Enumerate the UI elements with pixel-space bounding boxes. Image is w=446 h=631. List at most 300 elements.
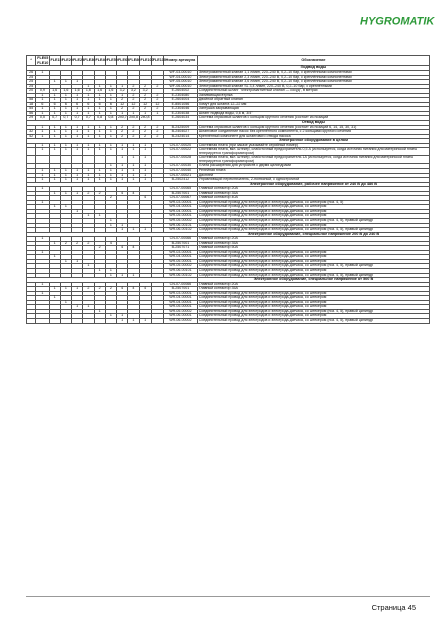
quantity-cell <box>105 319 116 324</box>
quantity-cell: 1 <box>83 173 94 178</box>
logo-wordmark: HYGROMATIK <box>360 15 435 28</box>
article-number-cell: WR-06-00002 <box>164 319 198 324</box>
quantity-cell: 1 <box>128 173 139 178</box>
column-header: Номер артикула <box>164 56 198 66</box>
quantity-cell: 4 <box>117 191 128 196</box>
position-cell: 25 <box>27 80 36 85</box>
quantity-cell: 0,9 <box>36 89 49 94</box>
quantity-cell: 1 <box>94 111 105 116</box>
quantity-cell: 1 <box>117 319 128 324</box>
quantity-cell: 1 <box>72 80 83 85</box>
quantity-cell: 2 <box>72 241 83 246</box>
quantity-cell: 1 <box>83 93 94 98</box>
quantity-cell: 1 <box>128 143 139 148</box>
column-header: * <box>27 56 36 66</box>
quantity-cell: 3,2 <box>128 89 139 94</box>
section-heading: Электронное оборудование в целом <box>197 139 429 144</box>
column-header: FLE25 <box>72 56 83 66</box>
quantity-cell: 1 <box>105 273 116 278</box>
position-cell: 18 <box>27 102 36 107</box>
quantity-cell: 3,2 <box>117 89 128 94</box>
quantity-cell: 4 <box>117 246 128 251</box>
article-number-cell: WR-05-00002 <box>164 309 198 314</box>
description-cell: Системная плата (при заказе указывайте серийный номер) <box>197 143 429 148</box>
quantity-cell: 1 <box>49 107 60 112</box>
quantity-cell: 1 <box>151 111 163 116</box>
quantity-cell: 6 <box>36 102 49 107</box>
quantity-cell: 1 <box>117 314 128 319</box>
article-number-cell: E-2304046 <box>164 107 198 112</box>
article-number-cell: B-2507001 <box>164 241 198 246</box>
quantity-cell: 4 <box>128 287 139 292</box>
description-cell: Главный контактор 20А <box>197 282 429 287</box>
quantity-cell: 1 <box>36 98 49 103</box>
quantity-cell: 1 <box>94 269 105 274</box>
column-header: Обозначение <box>197 56 429 66</box>
article-number-cell: B-2507001 <box>164 287 198 292</box>
quantity-cell: 1 <box>83 143 94 148</box>
quantity-cell: 1 <box>139 319 151 324</box>
quantity-cell: 2 <box>151 130 163 135</box>
quantity-cell: 1 <box>128 164 139 169</box>
quantity-cell: 1 <box>83 125 94 130</box>
position-cell <box>27 156 36 164</box>
quantity-cell: 2 <box>128 93 139 98</box>
quantity-cell: 1 <box>60 134 71 139</box>
quantity-cell: 2 <box>117 134 128 139</box>
quantity-cell <box>72 319 83 324</box>
quantity-cell: 1 <box>83 305 94 310</box>
description-cell: Соединительный провод для электродов и электрода-датчика, со штекером (поз. 4, 5), правый цилиндр <box>197 273 429 278</box>
quantity-cell: 2 <box>139 107 151 112</box>
quantity-cell: 1 <box>36 148 49 156</box>
quantity-cell: 1 <box>139 168 151 173</box>
column-header: FLE65 <box>117 56 128 66</box>
quantity-cell <box>151 319 163 324</box>
quantity-cell: 1 <box>49 111 60 116</box>
quantity-cell: 1 <box>36 237 49 242</box>
description-cell: Электромагнитный клапан SL 3,4 л/мин, 220–240 В, 0,2–10 бар, с креплёнными <box>197 84 429 89</box>
description-cell: Главный контактор 20А <box>197 237 429 242</box>
quantity-cell: 1,6 <box>49 89 60 94</box>
quantity-cell: 1 <box>72 259 83 264</box>
quantity-cell: 1 <box>83 111 94 116</box>
quantity-cell: 0,7 <box>72 116 83 121</box>
article-number-cell: WR-05-00001 <box>164 305 198 310</box>
quantity-cell: 1 <box>60 125 71 130</box>
quantity-cell: 1 <box>105 164 116 169</box>
description-cell: Система спусковых шлангов с кольцом круглого сечения (состоит из позиций <box>197 116 429 121</box>
quantity-cell: 1 <box>36 178 49 183</box>
position-cell: 20 <box>27 89 36 94</box>
quantity-cell: 1 <box>36 70 49 75</box>
quantity-cell: 1,6 <box>105 89 116 94</box>
description-cell: Главный контактор 50А <box>197 246 429 251</box>
quantity-cell: 1 <box>139 178 151 183</box>
quantity-cell: 1 <box>72 305 83 310</box>
quantity-cell: 1 <box>72 148 83 156</box>
article-number-cell: B-2507071 <box>164 246 198 251</box>
quantity-cell: 2 <box>151 107 163 112</box>
article-number-cell: WF-03-00010 <box>164 70 198 75</box>
column-header: FLE15 <box>49 56 60 66</box>
quantity-cell: 2 <box>139 134 151 139</box>
description-cell: Соединительный провод для электродов и электрода-датчика, со штекером <box>197 305 429 310</box>
article-number-cell: E-2304038 <box>164 111 198 116</box>
quantity-cell: 6 <box>72 102 83 107</box>
article-number-cell: WR-03-00001 <box>164 200 198 205</box>
article-number-cell: WF-06-00010 <box>164 84 198 89</box>
quantity-cell: 1 <box>105 134 116 139</box>
quantity-cell <box>151 148 163 156</box>
description-cell: Креплённый компонент для шлангового отвода насоса <box>197 134 429 139</box>
quantity-cell: 1 <box>128 156 139 164</box>
article-number-cell: WF-05-00010 <box>164 80 198 85</box>
quantity-cell: 2 <box>151 84 163 89</box>
quantity-cell: 1 <box>60 80 71 85</box>
quantity-cell <box>83 156 94 164</box>
article-number-cell: CN-07-00065 <box>164 187 198 192</box>
quantity-cell <box>49 156 60 164</box>
quantity-cell: 2 <box>128 134 139 139</box>
table-header-row <box>27 56 430 66</box>
quantity-cell: 2 <box>139 130 151 135</box>
quantity-cell: 2 <box>83 241 94 246</box>
quantity-cell: 1 <box>105 98 116 103</box>
quantity-cell: 1 <box>105 84 116 89</box>
quantity-cell: 1 <box>105 130 116 135</box>
quantity-cell <box>72 156 83 164</box>
quantity-cell: 1 <box>72 143 83 148</box>
description-cell: Дисплей <box>197 173 429 178</box>
article-number-cell: CN-07-00067 <box>164 196 198 201</box>
quantity-cell: 1 <box>72 125 83 130</box>
article-number-cell: WR-03-00001 <box>164 291 198 296</box>
quantity-cell: 1 <box>139 173 151 178</box>
quantity-cell: 1 <box>60 111 71 116</box>
quantity-cell: 2 <box>117 107 128 112</box>
section-heading: Электронное оборудование, специальное напряжение от 500 В <box>197 278 429 283</box>
section-heading: Подвод воды <box>197 66 429 71</box>
quantity-cell: 6 <box>94 102 105 107</box>
quantity-cell: 4 <box>117 287 128 292</box>
position-cell <box>27 319 36 324</box>
description-cell: Заливающая втулка <box>197 93 429 98</box>
description-cell: Электромагнитный клапан 2,3 л/мин, 220–240 В, 0,2–10 бар, с креплёнными компонентами <box>197 75 429 80</box>
quantity-cell: 4 <box>128 246 139 251</box>
article-number-cell: B-2425009 <box>164 125 198 130</box>
quantity-cell: 1 <box>60 143 71 148</box>
quantity-cell: 2 <box>151 93 163 98</box>
description-cell: Главный контактор 35А <box>197 191 429 196</box>
quantity-cell: 1 <box>49 178 60 183</box>
quantity-cell: 1 <box>94 148 105 156</box>
description-cell: Соединительный провод для электродов и электрода-датчика, со штекером <box>197 250 429 255</box>
quantity-cell: 1 <box>94 168 105 173</box>
quantity-cell: 1 <box>117 273 128 278</box>
quantity-cell: 1 <box>83 264 94 269</box>
article-number-cell: CN-07-00040 <box>164 168 198 173</box>
quantity-cell: 1 <box>36 143 49 148</box>
quantity-cell: 1 <box>105 223 116 228</box>
article-number-cell: WR-04-00001 <box>164 300 198 305</box>
quantity-cell: 1 <box>60 300 71 305</box>
quantity-cell: 1 <box>36 187 49 192</box>
quantity-cell: 1 <box>105 314 116 319</box>
quantity-cell: 1 <box>105 219 116 224</box>
description-cell: Соединительный провод для электродов и электрода-датчика, со штекером <box>197 209 429 214</box>
quantity-cell: 2 <box>117 125 128 130</box>
quantity-cell: 1 <box>83 107 94 112</box>
quantity-cell: 4 <box>139 287 151 292</box>
page-number: Страница 45 <box>371 603 416 612</box>
description-cell: Релейная плата <box>197 168 429 173</box>
quantity-cell: 1 <box>60 98 71 103</box>
quantity-cell: 1 <box>36 168 49 173</box>
quantity-cell: 2 <box>139 98 151 103</box>
description-cell: Управляющий переключатель, 2-полюсный, с однострочной <box>197 178 429 183</box>
quantity-cell: 0,7 <box>60 116 71 121</box>
quantity-cell: 1 <box>94 173 105 178</box>
quantity-cell: 6 <box>105 102 116 107</box>
quantity-cell: 1 <box>72 178 83 183</box>
quantity-cell: 1 <box>105 111 116 116</box>
quantity-cell: 4 <box>139 196 151 201</box>
quantity-cell: 1 <box>128 168 139 173</box>
quantity-cell: 12 <box>128 102 139 107</box>
quantity-cell: 0,8 <box>105 116 116 121</box>
description-cell: Хомут для шланга 12–22 мм <box>197 102 429 107</box>
quantity-cell: 1 <box>117 148 128 156</box>
article-number-cell: B-2424014 <box>164 134 198 139</box>
description-cell: Системная плата, вкл. штекер, слаботочный предохранитель 0,5 А (используется, когда источник питания для материнской платы генерируется трансформатором) <box>197 148 429 156</box>
description-cell: Система спусковых шлангов с кольцом круглого сечения (состоит из позиций 6, 14, 15, 30, 31) <box>197 125 429 130</box>
quantity-cell <box>83 319 94 324</box>
quantity-cell: 1 <box>117 223 128 228</box>
quantity-cell: 0,7 <box>49 116 60 121</box>
quantity-cell: 1 <box>105 269 116 274</box>
quantity-cell: 1 <box>36 111 49 116</box>
quantity-cell: 1 <box>49 173 60 178</box>
quantity-cell: 12 <box>151 102 163 107</box>
quantity-cell: 1 <box>72 209 83 214</box>
quantity-cell: 1 <box>105 148 116 156</box>
quantity-cell: 2 <box>128 130 139 135</box>
quantity-cell: 1 <box>105 125 116 130</box>
quantity-cell: 1 <box>49 255 60 260</box>
article-number-cell: E-2304080 <box>164 93 198 98</box>
quantity-cell: 1 <box>49 93 60 98</box>
article-number-cell: CN-07-00022 <box>164 148 198 156</box>
quantity-cell: 2 <box>83 287 94 292</box>
section-heading: Отвод воды <box>197 120 429 125</box>
quantity-cell: 1 <box>105 178 116 183</box>
article-number-cell: WR-05-00002 <box>164 264 198 269</box>
quantity-cell: 1 <box>105 93 116 98</box>
quantity-cell: 1 <box>128 111 139 116</box>
quantity-cell: 1 <box>49 125 60 130</box>
quantity-cell: 1 <box>117 143 128 148</box>
quantity-cell: 1 <box>94 134 105 139</box>
quantity-cell <box>49 319 60 324</box>
quantity-cell: 1 <box>36 173 49 178</box>
quantity-cell: 0,8 <box>94 116 105 121</box>
quantity-cell: 12 <box>139 102 151 107</box>
quantity-cell <box>36 156 49 164</box>
description-cell: Заглушка закрывающая <box>197 107 429 112</box>
article-number-cell: WR-06-00102 <box>164 273 198 278</box>
spare-parts-table-container <box>26 55 430 324</box>
quantity-cell: 1 <box>72 134 83 139</box>
description-cell: Соединительный провод для электродов и электрода-датчика, со штекером <box>197 205 429 210</box>
description-cell: Соединительный провод для электродов и электрода-датчика, со штекером <box>197 255 429 260</box>
quantity-cell: 1,6 <box>83 89 94 94</box>
quantity-cell: 1 <box>117 228 128 233</box>
column-header: FLE100 <box>139 56 151 66</box>
quantity-cell: 1 <box>94 84 105 89</box>
quantity-cell: 1 <box>128 273 139 278</box>
description-cell: Соединительный провод для электродов и электрода-датчика, со штекером (поз. 4, 5), правый цилиндр <box>197 219 429 224</box>
quantity-cell: 1 <box>60 93 71 98</box>
quantity-cell: 6 <box>49 102 60 107</box>
quantity-cell: 1 <box>139 148 151 156</box>
article-number-cell: WR-03-00001 <box>164 250 198 255</box>
quantity-cell: 2x0,8 <box>129 115 139 120</box>
quantity-cell: 1 <box>139 111 151 116</box>
article-number-cell: WR-05-00002 <box>164 219 198 224</box>
article-number-cell: CN-07-00066 <box>164 237 198 242</box>
quantity-cell: 1 <box>49 98 60 103</box>
article-number-cell: WR-06-00102 <box>164 228 198 233</box>
quantity-cell: 2 <box>151 125 163 130</box>
article-number-cell: WR-04-00001 <box>164 205 198 210</box>
quantity-cell: 1 <box>94 143 105 148</box>
quantity-cell: 1 <box>72 130 83 135</box>
quantity-cell: 2 <box>128 107 139 112</box>
quantity-cell: 2 <box>128 125 139 130</box>
quantity-cell: 1 <box>49 205 60 210</box>
quantity-cell: 1 <box>94 214 105 219</box>
quantity-cell: 1 <box>60 130 71 135</box>
quantity-cell: 0,5 <box>36 116 49 121</box>
description-cell: Двойной обратный клапан <box>197 98 429 103</box>
description-cell: Главный контактор 40А <box>197 196 429 201</box>
quantity-cell: 1 <box>83 130 94 135</box>
description-cell: Соединительный провод для электродов и электрода-датчика, со штекером (поз. 4, 5), правый цилиндр <box>197 309 429 314</box>
article-number-cell: WR-05-00001 <box>164 214 198 219</box>
article-number-cell: WR-06-00001 <box>164 314 198 319</box>
position-cell: 25 <box>27 84 36 89</box>
quantity-cell <box>94 319 105 324</box>
quantity-cell: 1 <box>94 130 105 135</box>
quantity-cell: 1,6 <box>94 89 105 94</box>
quantity-cell: 6 <box>60 102 71 107</box>
quantity-cell: 1 <box>94 107 105 112</box>
quantity-cell: 1 <box>94 309 105 314</box>
description-cell: Системная плата, вкл. штекер, слаботочный предохранитель 1А (используется, когда источник питания для материнской платы генерируется трансформатором) <box>197 156 429 164</box>
quantity-cell: 1 <box>117 173 128 178</box>
quantity-cell: 2x0,8 <box>140 115 150 120</box>
quantity-cell: 1 <box>60 148 71 156</box>
description-cell: Главный контактор 35А <box>197 241 429 246</box>
quantity-cell: 1 <box>139 156 151 164</box>
description-cell: Соединительный провод для электродов и электрода-датчика, со штекером (поз. 4, 5), правый цилиндр <box>197 319 429 324</box>
position-cell: 26 <box>27 70 36 75</box>
description-cell: Соединительный провод для электродов и электрода-датчика, со штекером <box>197 291 429 296</box>
quantity-cell: 1 <box>49 80 60 85</box>
description-cell: Соединительный провод для электродов и электрода-датчика, со штекером <box>197 259 429 264</box>
quantity-cell: 2 <box>151 98 163 103</box>
quantity-cell: 1 <box>60 287 71 292</box>
quantity-cell: 1 <box>128 319 139 324</box>
quantity-cell: 1 <box>94 93 105 98</box>
quantity-cell: 1 <box>72 173 83 178</box>
hygromatik-logo <box>360 12 435 28</box>
column-header: FLE50 <box>105 56 116 66</box>
quantity-cell: 1 <box>105 143 116 148</box>
quantity-cell <box>36 319 49 324</box>
quantity-cell: 1,6 <box>72 89 83 94</box>
quantity-cell: 2 <box>94 287 105 292</box>
quantity-cell: 1 <box>36 250 49 255</box>
quantity-cell: 2 <box>60 241 71 246</box>
quantity-cell: 1 <box>117 156 128 164</box>
quantity-cell: 12 <box>117 102 128 107</box>
quantity-cell: 2 <box>94 246 105 251</box>
quantity-cell: 2 <box>151 134 163 139</box>
article-number-cell: B-2502412 <box>164 178 198 183</box>
quantity-cell: 1 <box>60 205 71 210</box>
quantity-cell: 2 <box>139 93 151 98</box>
quantity-cell: 1 <box>139 228 151 233</box>
description-cell: Соединительный провод для электродов и электрода-датчика, со штекером <box>197 296 429 301</box>
quantity-cell: 1 <box>117 111 128 116</box>
column-header: FLE20 <box>60 56 71 66</box>
quantity-cell <box>60 319 71 324</box>
description-cell: Плата расширения для устройств с двумя цилиндрами <box>197 164 429 169</box>
quantity-cell: 1 <box>60 191 71 196</box>
quantity-cell: 3,2 <box>139 89 151 94</box>
quantity-cell: 1 <box>49 296 60 301</box>
quantity-cell: 1 <box>49 143 60 148</box>
article-number-cell: E-2604004 <box>164 98 198 103</box>
article-number-cell: CN-07-00066 <box>164 282 198 287</box>
description-cell: Соединительный провод для электродов и электрода-датчика, со штекером <box>197 300 429 305</box>
description-cell: Электромагнитный клапан 1,1 л/мин, 220–240 В, 0,2–10 бар, с креплёнными компонентами <box>197 70 429 75</box>
article-number-cell: CN-07-00021 <box>164 173 198 178</box>
article-number-cell: WR-04-00001 <box>164 209 198 214</box>
quantity-cell: 1 <box>60 173 71 178</box>
article-number-cell: B-2404027 <box>164 130 198 135</box>
table-body <box>27 66 430 323</box>
article-number-cell: E-2604002 <box>164 89 198 94</box>
quantity-cell: 1 <box>105 168 116 173</box>
quantity-cell: 2 <box>128 84 139 89</box>
description-cell: Соединительный провод для электродов и электрода-датчика, со штекером <box>197 223 429 228</box>
quantity-cell: 1 <box>72 111 83 116</box>
quantity-cell: 1 <box>128 178 139 183</box>
article-number-cell: WR-05-00001 <box>164 259 198 264</box>
position-cell: 58 <box>27 98 36 103</box>
table-row <box>27 319 430 324</box>
position-cell: 25 <box>27 75 36 80</box>
description-cell: Соединительный провод для электродов и электрода-датчика, со штекером (поз. 4, 5) <box>197 200 429 205</box>
section-heading: Электронное оборудование, специальное напряжение 200 В до 240 В <box>197 232 429 237</box>
quantity-cell: 1 <box>117 168 128 173</box>
quantity-cell: 2 <box>94 191 105 196</box>
quantity-cell: 1 <box>49 130 60 135</box>
quantity-cell: 1 <box>36 291 49 296</box>
